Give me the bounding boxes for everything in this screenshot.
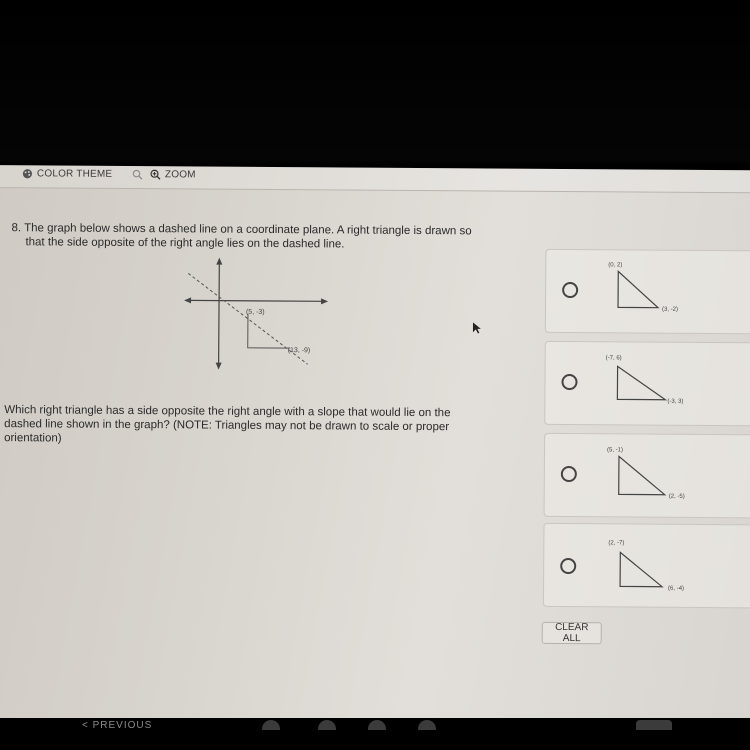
- palette-icon: [22, 168, 33, 179]
- right-triangle-legs: [248, 314, 290, 348]
- mouse-cursor-icon: [473, 322, 483, 334]
- color-theme-button[interactable]: [22, 168, 112, 180]
- search-icon: [132, 169, 143, 180]
- choice-d-triangle: [604, 536, 704, 597]
- choice-c-bottom-label: (2, -5): [668, 493, 685, 500]
- choice-c-triangle: [605, 444, 705, 505]
- choice-a-bottom-label: (3, -2): [661, 306, 679, 313]
- choice-a-top-label: (0, 2): [608, 262, 623, 269]
- toolbar: [0, 165, 750, 193]
- choice-b-top-label: (-7, 6): [605, 355, 622, 362]
- x-axis-arrow-left: [184, 297, 191, 303]
- choice-c-top-label: (5, -1): [607, 447, 624, 454]
- color-theme-label: COLOR THEME: [36, 168, 113, 180]
- zoom-button[interactable]: [150, 169, 196, 180]
- choice-d-bottom-label: (6, -4): [668, 585, 685, 592]
- point-a-label: (5, -3): [245, 308, 265, 316]
- clear-all-button[interactable]: CLEAR ALL: [542, 622, 602, 644]
- point-b-label: (13, -9): [287, 347, 311, 355]
- choice-b[interactable]: [544, 341, 750, 426]
- choice-c-radio[interactable]: [561, 466, 577, 482]
- y-axis-arrow-up: [216, 258, 222, 265]
- y-axis-arrow-down: [216, 363, 222, 370]
- choice-d-radio[interactable]: [560, 558, 576, 574]
- zoom-in-icon: [150, 169, 161, 180]
- prompt-line1: Which right triangle has a side opposite the right angle with a slope that would lie on the: [4, 404, 451, 420]
- choice-a-radio[interactable]: [562, 282, 578, 298]
- choice-c[interactable]: [544, 433, 750, 518]
- choice-b-radio[interactable]: [561, 374, 577, 390]
- choice-d[interactable]: [543, 523, 750, 608]
- question-text-line1: 8. The graph below shows a dashed line on a coordinate plane. A right triangle is drawn so: [11, 222, 472, 238]
- question-text-line2: that the side opposite of the right angle lies on the dashed line.: [25, 236, 345, 251]
- prompt-line2: dashed line shown in the graph? (NOTE: Triangles may not be drawn to scale or proper: [4, 418, 450, 434]
- choice-d-top-label: (2, -7): [608, 540, 625, 547]
- choice-b-triangle: [605, 352, 705, 413]
- x-axis-arrow-right: [321, 298, 328, 304]
- previous-button[interactable]: < PREVIOUS: [82, 720, 153, 731]
- choice-a[interactable]: [545, 249, 750, 334]
- choice-b-bottom-label: (-3, 3): [667, 398, 684, 405]
- x-axis: [188, 300, 324, 301]
- zoom-out-button[interactable]: [132, 169, 143, 180]
- nav-next-button[interactable]: [636, 720, 672, 730]
- question-panel: [0, 165, 750, 730]
- prompt-line3: orientation): [4, 432, 62, 445]
- zoom-label: ZOOM: [164, 169, 196, 181]
- choice-a-triangle: [606, 260, 706, 321]
- coordinate-graph: [182, 255, 333, 374]
- y-axis: [219, 262, 220, 366]
